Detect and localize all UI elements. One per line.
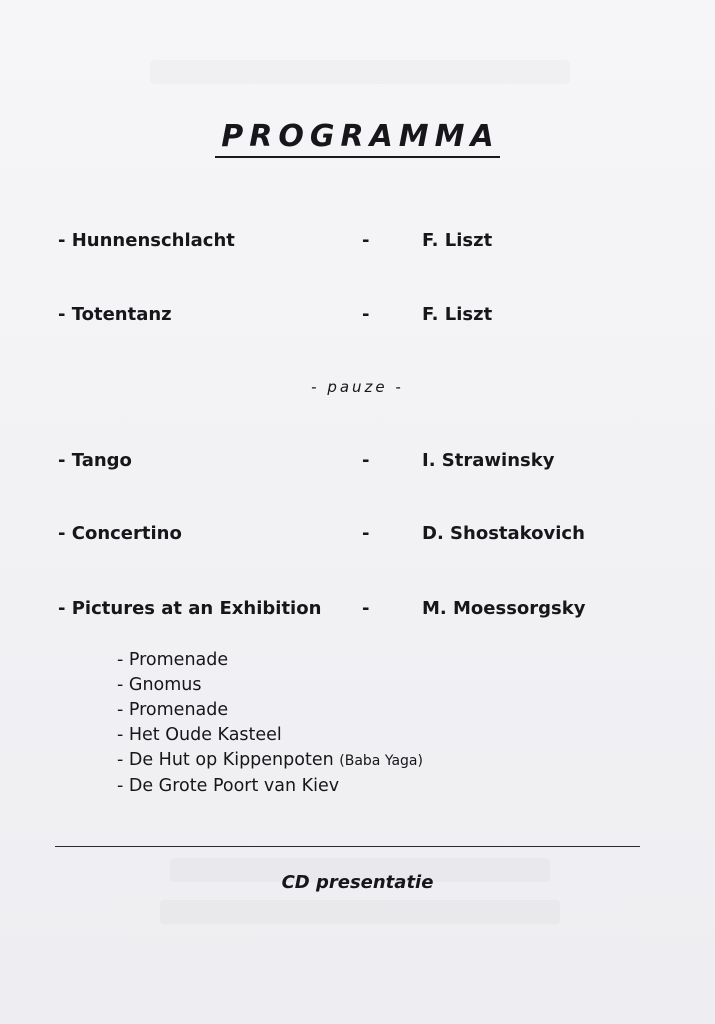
composer-name: I. Strawinsky <box>422 450 555 471</box>
movement-label: - Het Oude Kasteel <box>117 725 282 745</box>
separator-dash: - <box>362 523 370 544</box>
movement-label: - Gnomus <box>117 675 202 695</box>
movement-item <box>117 698 423 723</box>
movement-item <box>117 748 423 774</box>
program-item <box>0 523 715 553</box>
movement-label: - Promenade <box>117 650 229 670</box>
composer-name: D. Shostakovich <box>422 523 585 544</box>
movement-label: - Promenade <box>117 700 229 720</box>
program-title <box>0 118 715 158</box>
separator-dash: - <box>362 598 370 619</box>
separator-dash: - <box>362 450 370 471</box>
show-through-mark <box>150 60 570 84</box>
piece-title: - Pictures at an Exhibition <box>58 598 322 619</box>
piece-title: - Totentanz <box>58 304 172 325</box>
piece-title: - Hunnenschlacht <box>58 230 235 251</box>
movement-list <box>117 648 423 799</box>
program-item <box>0 230 715 260</box>
movement-label: - De Grote Poort van Kiev <box>117 776 340 796</box>
program-item <box>0 304 715 334</box>
movement-item <box>117 723 423 748</box>
program-item <box>0 598 715 628</box>
movement-item <box>117 648 423 673</box>
divider-line <box>55 846 640 847</box>
separator-dash: - <box>362 304 370 325</box>
program-item <box>0 450 715 480</box>
footer-caption: CD presentatie <box>281 872 434 893</box>
piece-title: - Tango <box>58 450 132 471</box>
program-title-text: PROGRAMMA <box>215 118 499 158</box>
composer-name: F. Liszt <box>422 304 493 325</box>
piece-title: - Concertino <box>58 523 182 544</box>
movement-item <box>117 774 423 799</box>
movement-item <box>117 673 423 698</box>
composer-name: M. Moessorgsky <box>422 598 586 619</box>
intermission-label: - pauze - <box>311 378 404 396</box>
show-through-mark <box>160 900 560 924</box>
separator-dash: - <box>362 230 370 251</box>
movement-note: (Baba Yaga) <box>339 753 423 769</box>
composer-name: F. Liszt <box>422 230 493 251</box>
movement-label: - De Hut op Kippenpoten <box>117 750 334 770</box>
